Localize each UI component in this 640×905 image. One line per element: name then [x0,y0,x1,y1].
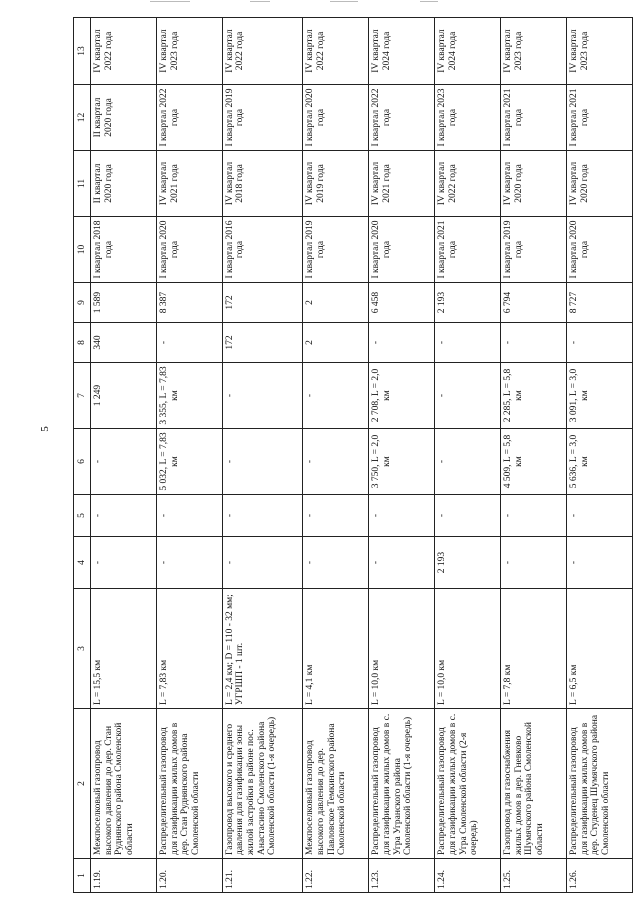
value-col-7: - [303,363,369,429]
date-finish: IV квартал 2024 года [369,18,435,85]
table-row [303,18,369,893]
row-number: 1.25. [501,859,567,893]
value-col-4: - [91,537,157,589]
value-col-5: - [369,495,435,537]
date-design-end: IV квартал 2020 года [567,151,633,217]
value-col-4: - [369,537,435,589]
date-start: I квартал 2020 года [156,217,222,283]
value-col-8: 172 [222,323,303,363]
column-header: 6 [74,429,91,495]
date-build-start: I квартал 2019 года [222,85,303,151]
date-finish: IV квартал 2023 года [501,18,567,85]
object-name: Газопровод для газоснабжения жилых домов в дер. Гневково Шумячского района Смоленской области [501,709,567,859]
object-name: Газопровод высокого и среднего давления для газификации зоны жилой застройки в районе пос. Анастасино Смоленского района Смоленской области (1-я очередь) [222,709,303,859]
column-header: 1 [74,859,91,893]
column-header: 3 [74,589,91,709]
object-spec: L = 2,4 км; D = 110 - 32 мм; УГРШП - 1 шт. [222,589,303,709]
date-design-end: IV квартал 2021 года [156,151,222,217]
table-row [435,18,501,893]
date-design-end: IV квартал 2021 года [369,151,435,217]
value-col-8: - [567,323,633,363]
value-col-5: - [567,495,633,537]
value-col-6: - [435,429,501,495]
object-spec: L = 10,0 км [435,589,501,709]
date-start: I квартал 2016 года [222,217,303,283]
date-start: I квартал 2019 года [303,217,369,283]
rotated-table-container [73,18,633,893]
column-header: 8 [74,323,91,363]
header-row [74,18,91,893]
table-row [156,18,222,893]
date-finish: IV квартал 2022 года [303,18,369,85]
date-start: I квартал 2020 года [567,217,633,283]
object-spec: L = 6,5 км [567,589,633,709]
value-col-5: - [91,495,157,537]
column-header: 7 [74,363,91,429]
value-col-7: 2 285, L = 5,8 км [501,363,567,429]
value-col-6: 5 032, L = 7,83 км [156,429,222,495]
date-start: I квартал 2019 года [501,217,567,283]
date-build-start: I квартал 2020 года [303,85,369,151]
date-design-end: IV квартал 2022 года [435,151,501,217]
date-start: I квартал 2020 года [369,217,435,283]
date-build-start: II квартал 2020 года [91,85,157,151]
value-col-7: 1 249 [91,363,157,429]
row-number: 1.22. [303,859,369,893]
row-number: 1.26. [567,859,633,893]
value-col-8: - [435,323,501,363]
date-finish: IV квартал 2023 года [567,18,633,85]
date-finish: IV квартал 2024 года [435,18,501,85]
column-header: 13 [74,18,91,85]
value-col-5: - [501,495,567,537]
column-header: 10 [74,217,91,283]
column-header: 9 [74,283,91,323]
date-build-start: I квартал 2021 года [567,85,633,151]
value-col-5: - [222,495,303,537]
value-col-7: 3 355, L = 7,83 км [156,363,222,429]
date-build-start: I квартал 2021 года [501,85,567,151]
object-name: Межпоселковый газопровод высокого давления до дер. Стан Руднянского района Смоленской области [91,709,157,859]
table-row [369,18,435,893]
total-value: 1 589 [91,283,157,323]
object-spec: L = 4,1 км [303,589,369,709]
object-name: Распределительный газопровод для газификации жилых домов в дер. Стан Руднянского района Смоленской области [156,709,222,859]
row-number: 1.24. [435,859,501,893]
table-body [91,18,633,893]
value-col-6: - [303,429,369,495]
column-header: 12 [74,85,91,151]
date-design-end: IV квартал 2019 года [303,151,369,217]
column-header: 2 [74,709,91,859]
value-col-8: - [501,323,567,363]
total-value: 6 458 [369,283,435,323]
row-number: 1.23. [369,859,435,893]
value-col-4: - [156,537,222,589]
object-name: Межпоселковый газопровод высокого давления до дер. Павловское Темкинского района Смоленской области [303,709,369,859]
date-finish: IV квартал 2022 года [222,18,303,85]
value-col-4: - [567,537,633,589]
date-build-start: I квартал 2022 года [369,85,435,151]
gas-pipeline-table [73,17,633,893]
scan-marks [0,0,640,6]
object-spec: L = 15,5 км [91,589,157,709]
table-row [567,18,633,893]
value-col-7: - [435,363,501,429]
date-build-start: I квартал 2022 года [156,85,222,151]
value-col-4: - [303,537,369,589]
value-col-6: 4 509, L = 5,8 км [501,429,567,495]
value-col-5: - [303,495,369,537]
object-name: Распределительный газопровод для газификации жилых домов в дер. Студенец Шумячского района Смоленской области [567,709,633,859]
value-col-6: - [222,429,303,495]
date-start: I квартал 2018 года [91,217,157,283]
value-col-5: - [435,495,501,537]
table-row [222,18,303,893]
date-finish: IV квартал 2022 года [91,18,157,85]
date-design-end: IV квартал 2020 года [501,151,567,217]
row-number: 1.20. [156,859,222,893]
object-spec: L = 7,83 км [156,589,222,709]
value-col-8: 2 [303,323,369,363]
value-col-8: 340 [91,323,157,363]
table-row [91,18,157,893]
date-build-start: I квартал 2023 года [435,85,501,151]
total-value: 2 193 [435,283,501,323]
column-header: 4 [74,537,91,589]
column-header: 5 [74,495,91,537]
value-col-6: 3 750, L = 2,0 км [369,429,435,495]
value-col-7: 3 091, L = 3,0 км [567,363,633,429]
value-col-8: - [156,323,222,363]
date-finish: IV квартал 2023 года [156,18,222,85]
table-row [501,18,567,893]
row-number: 1.21. [222,859,303,893]
value-col-7: - [222,363,303,429]
value-col-7: 2 708, L = 2,0 км [369,363,435,429]
row-number: 1.19. [91,859,157,893]
value-col-4: - [222,537,303,589]
object-name: Распределительный газопровод для газификации жилых домов в с. Угра Угранского района Смоленской области (1-я очередь) [369,709,435,859]
date-start: I квартал 2021 года [435,217,501,283]
value-col-5: - [156,495,222,537]
value-col-4: 2 193 [435,537,501,589]
page-number: 5 [38,426,51,432]
column-header: 11 [74,151,91,217]
total-value: 8 727 [567,283,633,323]
total-value: 172 [222,283,303,323]
value-col-6: - [91,429,157,495]
value-col-4: - [501,537,567,589]
total-value: 8 387 [156,283,222,323]
total-value: 6 794 [501,283,567,323]
object-spec: L = 7,8 км [501,589,567,709]
date-design-end: IV квартал 2018 года [222,151,303,217]
date-design-end: II квартал 2020 года [91,151,157,217]
total-value: 2 [303,283,369,323]
value-col-8: - [369,323,435,363]
object-spec: L = 10,0 км [369,589,435,709]
object-name: Распределительный газопровод для газификации жилых домов в с. Угра Смоленской области (2-я очередь) [435,709,501,859]
value-col-6: 5 636, L = 3,0 км [567,429,633,495]
